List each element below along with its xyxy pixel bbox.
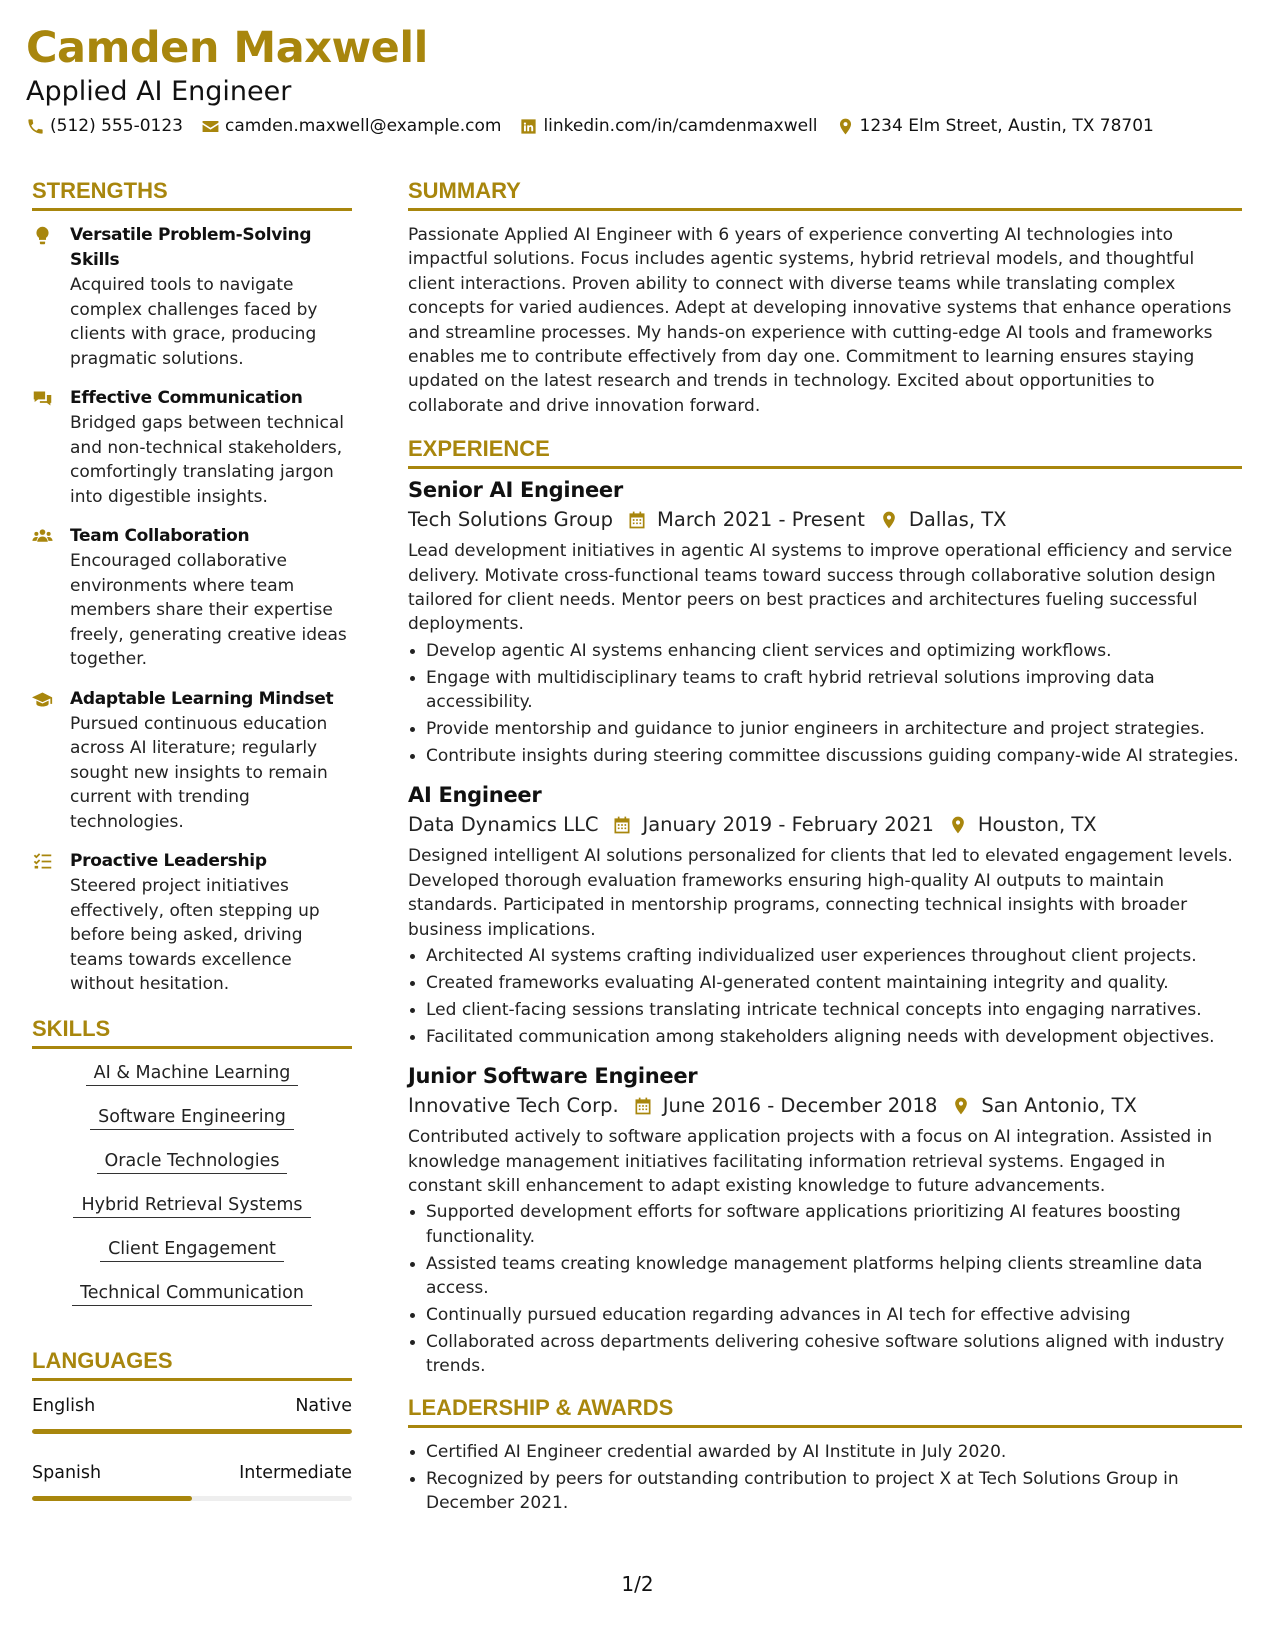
skill-item: AI & Machine Learning (86, 1061, 299, 1086)
job-dates: March 2021 - Present (657, 508, 865, 532)
linkedin-text: linkedin.com/in/camdenmaxwell (543, 116, 818, 136)
job-bullets (408, 639, 1242, 769)
skill-item: Software Engineering (90, 1105, 294, 1130)
lightbulb-icon (32, 225, 53, 246)
bullet-item: Continually pursued education regarding advances in AI tech for effective advising (408, 1303, 1242, 1327)
bullet-item: Led client-facing sessions translating intricate technical concepts into engaging narratives. (408, 998, 1242, 1022)
phone-text: (512) 555-0123 (50, 116, 183, 136)
bullet-item: Architected AI systems crafting individualized user experiences throughout client projects. (408, 944, 1242, 968)
skill-item: Technical Communication (72, 1281, 312, 1306)
award-item: Recognized by peers for outstanding contribution to project X at Tech Solutions Group in December 2021. (408, 1467, 1242, 1516)
strength-item (32, 386, 352, 509)
strength-item (32, 223, 352, 371)
contact-bar (26, 116, 1246, 136)
job-bullets (408, 944, 1242, 1049)
language-name: English (32, 1395, 96, 1416)
job-company: Innovative Tech Corp. (408, 1094, 619, 1118)
map-pin-icon (879, 510, 899, 530)
email-text: camden.maxwell@example.com (224, 116, 502, 136)
map-pin-icon (948, 815, 968, 835)
language-name: Spanish (32, 1462, 102, 1483)
experience-heading: EXPERIENCE (408, 436, 550, 462)
job-meta (408, 505, 1242, 535)
language-bar-fill (32, 1429, 352, 1434)
job-dates: June 2016 - December 2018 (662, 1094, 938, 1118)
contact-address (836, 116, 1154, 136)
section-divider (408, 466, 1242, 469)
bullet-item: Assisted teams creating knowledge management platforms helping clients streamline data access. (408, 1252, 1242, 1301)
resume-header (26, 22, 1246, 136)
language-bar (32, 1429, 352, 1434)
strength-title: Proactive Leadership (70, 851, 267, 871)
job-company: Tech Solutions Group (408, 508, 614, 532)
section-divider (32, 208, 352, 211)
leadership-heading: LEADERSHIP & AWARDS (408, 1394, 674, 1420)
job-description: Lead development initiatives in agentic AI systems to improve operational efficiency and service delivery. Motivate cross-functional teams toward success through collaborative solution design tailored for client needs. Mentor peers on best practices and architectures fueling successful deployments. (408, 541, 1233, 635)
languages-list (32, 1393, 352, 1501)
contact-linkedin[interactable] (519, 116, 817, 136)
strength-item (32, 687, 352, 835)
job-entry (408, 1061, 1242, 1379)
contact-phone[interactable] (26, 116, 183, 136)
strength-desc: Pursued continuous education across AI literature; regularly sought new insights to remain current with trending technologies. (70, 713, 328, 832)
envelope-icon (201, 117, 220, 136)
skills-heading: SKILLS (32, 1015, 111, 1041)
phone-icon (26, 117, 45, 136)
summary-heading: SUMMARY (408, 178, 521, 203)
candidate-title: Applied AI Engineer (26, 76, 292, 107)
job-bullets (408, 1200, 1242, 1378)
job-meta (408, 810, 1242, 840)
job-title: Junior Software Engineer (408, 1064, 698, 1089)
bullet-item: Facilitated communication among stakeholders aligning needs with development objectives. (408, 1025, 1242, 1049)
strength-title: Team Collaboration (70, 526, 250, 546)
job-entry (408, 475, 1242, 768)
skills-list (32, 1061, 352, 1306)
strength-desc: Bridged gaps between technical and non-technical stakeholders, comfortingly translating jargon into digestible insights. (70, 413, 345, 507)
awards-list (408, 1440, 1242, 1516)
job-description: Designed intelligent AI solutions personalized for clients that led to elevated engagement levels. Developed thorough evaluation frameworks ensuring high-quality AI outputs to maintain standards. Participated in mentorship programs, connecting technical insights with broader business implications. (408, 846, 1233, 940)
language-level: Intermediate (239, 1462, 352, 1483)
section-divider (408, 208, 1242, 211)
languages-heading: LANGUAGES (32, 1347, 173, 1373)
language-bar-fill (32, 1496, 192, 1501)
bullet-item: Develop agentic AI systems enhancing client services and optimizing workflows. (408, 639, 1242, 663)
map-pin-icon (951, 1096, 971, 1116)
bullet-item: Created frameworks evaluating AI-generated content maintaining integrity and quality. (408, 971, 1242, 995)
language-level: Native (295, 1395, 352, 1416)
right-column (408, 174, 1242, 1518)
language-bar (32, 1496, 352, 1501)
contact-email[interactable] (201, 116, 501, 136)
candidate-name: Camden Maxwell (26, 23, 428, 73)
strength-desc: Steered project initiatives effectively, often stepping up before being asked, driving teams towards excellence without hesitation. (70, 876, 320, 994)
section-divider (32, 1046, 352, 1049)
left-column (32, 174, 352, 1527)
job-title: Senior AI Engineer (408, 478, 623, 503)
strength-desc: Acquired tools to navigate complex challenges faced by clients with grace, producing pragmatic solutions. (70, 275, 318, 369)
language-row (32, 1393, 352, 1419)
job-description: Contributed actively to software application projects with a focus on AI integration. Assisted in knowledge management initiatives facilitating information retrieval systems. Engaged in constant skill enhancement to adapt existing knowledge to future advancements. (408, 1127, 1213, 1196)
job-company: Data Dynamics LLC (408, 813, 599, 837)
job-location: Dallas, TX (908, 508, 1007, 532)
award-item: Certified AI Engineer credential awarded by AI Institute in July 2020. (408, 1440, 1242, 1464)
skill-item: Oracle Technologies (97, 1149, 288, 1174)
strength-title: Effective Communication (70, 388, 303, 408)
bullet-item: Provide mentorship and guidance to junior engineers in architecture and project strategies. (408, 717, 1242, 741)
strength-desc: Encouraged collaborative environments where team members share their expertise freely, generating creative ideas together. (70, 551, 347, 669)
skill-item: Client Engagement (100, 1237, 284, 1262)
address-text: 1234 Elm Street, Austin, TX 78701 (859, 116, 1154, 136)
job-location: San Antonio, TX (981, 1094, 1137, 1118)
linkedin-icon (519, 117, 538, 136)
job-meta (408, 1091, 1242, 1121)
strength-item (32, 849, 352, 997)
calendar-icon (627, 510, 647, 530)
language-row (32, 1460, 352, 1486)
job-location: Houston, TX (977, 813, 1097, 837)
strength-item (32, 524, 352, 672)
skill-item: Hybrid Retrieval Systems (73, 1193, 310, 1218)
bullet-item: Collaborated across departments delivering cohesive software solutions aligned with industry trends. (408, 1330, 1242, 1379)
calendar-icon (612, 815, 632, 835)
section-divider (408, 1425, 1242, 1428)
strengths-heading: STRENGTHS (32, 178, 168, 203)
job-title: AI Engineer (408, 783, 542, 808)
bullet-item: Contribute insights during steering committee discussions guiding company-wide AI strategies. (408, 744, 1242, 768)
map-pin-icon (836, 117, 855, 136)
job-dates: January 2019 - February 2021 (642, 813, 934, 837)
graduation-cap-icon (32, 689, 53, 710)
strength-title: Versatile Problem-Solving Skills (70, 225, 312, 270)
section-divider (32, 1378, 352, 1381)
chat-bubbles-icon (32, 388, 53, 409)
users-icon (32, 526, 53, 547)
bullet-item: Supported development efforts for software applications prioritizing AI features boosting functionality. (408, 1200, 1242, 1249)
strength-title: Adaptable Learning Mindset (70, 688, 334, 709)
checklist-icon (32, 851, 53, 872)
calendar-icon (633, 1096, 653, 1116)
summary-text: Passionate Applied AI Engineer with 6 years of experience converting AI technologies into impactful solutions. Focus includes agentic systems, hybrid retrieval models, and thoughtful client interactions. Proven ability to connect with diverse teams while translating complex concepts for varied audiences. Adept at developing innovative systems that enhance operations and streamline processes. My hands-on experience with cutting-edge AI tools and frameworks enables me to contribute effectively from day one. Commitment to learning ensures staying updated on the latest research and trends in technology. Excited about opportunities to collaborate and drive innovation forward. (408, 225, 1232, 416)
bullet-item: Engage with multidisciplinary teams to craft hybrid retrieval solutions improving data accessibility. (408, 666, 1242, 715)
job-entry (408, 780, 1242, 1049)
page-number: 1/2 (621, 1572, 654, 1596)
